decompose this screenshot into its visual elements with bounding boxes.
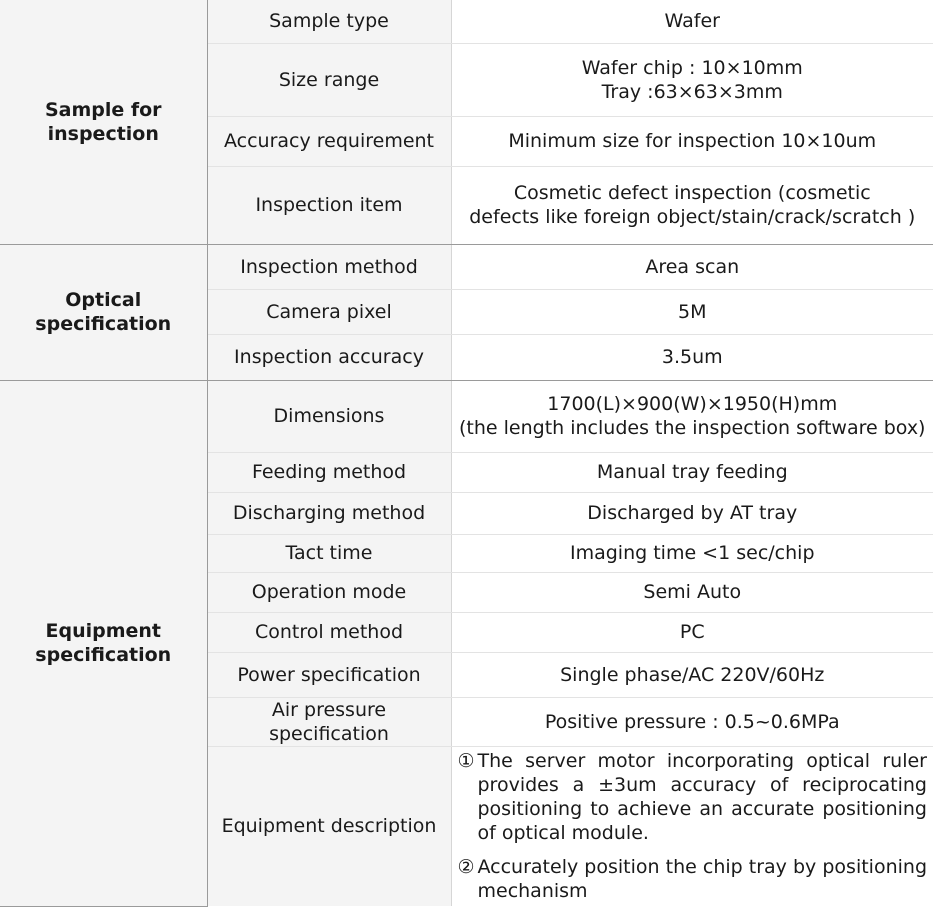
row-value-discharging-method	[451, 492, 933, 534]
group-optical-specification	[0, 244, 207, 380]
row-label-inspection-accuracy: Inspection accuracy	[207, 334, 451, 380]
row-label-air-pressure-specification: Air pressure specification	[207, 697, 451, 746]
value-line: Wafer	[664, 10, 720, 33]
item-text: Accurately position the chip tray by positioning mechanism	[477, 856, 927, 903]
group-title-line: Optical	[65, 289, 142, 311]
row-value-sample-type	[451, 0, 933, 43]
row-label-camera-pixel: Camera pixel	[207, 289, 451, 334]
row-value-inspection-accuracy	[451, 334, 933, 380]
row-value-equipment-description	[451, 746, 933, 906]
value-line: (the length includes the inspection software box)	[459, 417, 926, 439]
row-label-inspection-item: Inspection item	[207, 166, 451, 244]
value-line: Tray :63×63×3mm	[601, 80, 783, 103]
row-value-feeding-method	[451, 452, 933, 492]
row-value-camera-pixel	[451, 289, 933, 334]
row-label-size-range: Size range	[207, 43, 451, 116]
item-text: The server motor incorporating optical ruler provides a ±3um accuracy of reciprocating positioning to achieve an accurate positioning of optical module.	[477, 750, 927, 845]
group-title-line: inspection	[47, 122, 159, 145]
group-title-line: specification	[35, 644, 172, 666]
value-line: Manual tray feeding	[596, 461, 788, 483]
value-line: Minimum size for inspection 10×10um	[508, 130, 877, 152]
group-sample-for-inspection	[0, 0, 207, 244]
row-label-accuracy-requirement: Accuracy requirement	[207, 116, 451, 166]
value-line: Wafer chip : 10×10mm	[581, 56, 803, 79]
description-item	[458, 855, 928, 903]
row-value-inspection-method	[451, 244, 933, 289]
row-label-discharging-method: Discharging method	[207, 492, 451, 534]
row-value-inspection-item	[451, 166, 933, 244]
row-value-control-method	[451, 612, 933, 652]
row-value-operation-mode	[451, 572, 933, 612]
group-title-line: specification	[35, 313, 172, 335]
row-value-size-range	[451, 43, 933, 116]
row-label-operation-mode: Operation mode	[207, 572, 451, 612]
description-item	[458, 749, 928, 845]
item-marker: ①	[457, 750, 475, 773]
row-label-sample-type: Sample type	[207, 0, 451, 43]
row-value-tact-time	[451, 534, 933, 572]
value-line: 1700(L)×900(W)×1950(H)mm	[547, 393, 838, 415]
value-line: Single phase/AC 220V/60Hz	[560, 663, 825, 686]
row-value-accuracy-requirement	[451, 116, 933, 166]
item-marker: ②	[457, 856, 475, 879]
value-line: PC	[679, 621, 705, 643]
row-label-feeding-method: Feeding method	[207, 452, 451, 492]
group-title-line: Sample for	[44, 98, 162, 121]
row-label-inspection-method: Inspection method	[207, 244, 451, 289]
value-line: Positive pressure : 0.5~0.6MPa	[544, 710, 840, 733]
value-line: Cosmetic defect inspection (cosmetic	[513, 182, 871, 204]
value-line: Discharged by AT tray	[587, 502, 798, 524]
row-label-equipment-description: Equipment description	[207, 746, 451, 906]
row-value-dimensions	[451, 380, 933, 452]
row-label-dimensions: Dimensions	[207, 380, 451, 452]
row-value-air-pressure-specification	[451, 697, 933, 746]
row-label-control-method: Control method	[207, 612, 451, 652]
row-label-power-specification: Power specification	[207, 652, 451, 697]
value-line: Imaging time <1 sec/chip	[569, 542, 815, 564]
row-value-power-specification	[451, 652, 933, 697]
value-line: Area scan	[645, 255, 740, 278]
value-line: defects like foreign object/stain/crack/scratch )	[469, 206, 916, 228]
value-line: Semi Auto	[643, 581, 742, 603]
group-equipment-specification	[0, 380, 207, 906]
group-title-line: Equipment	[45, 620, 161, 642]
row-label-tact-time: Tact time	[207, 534, 451, 572]
value-line: 3.5um	[661, 346, 723, 368]
value-line: 5M	[678, 300, 707, 323]
